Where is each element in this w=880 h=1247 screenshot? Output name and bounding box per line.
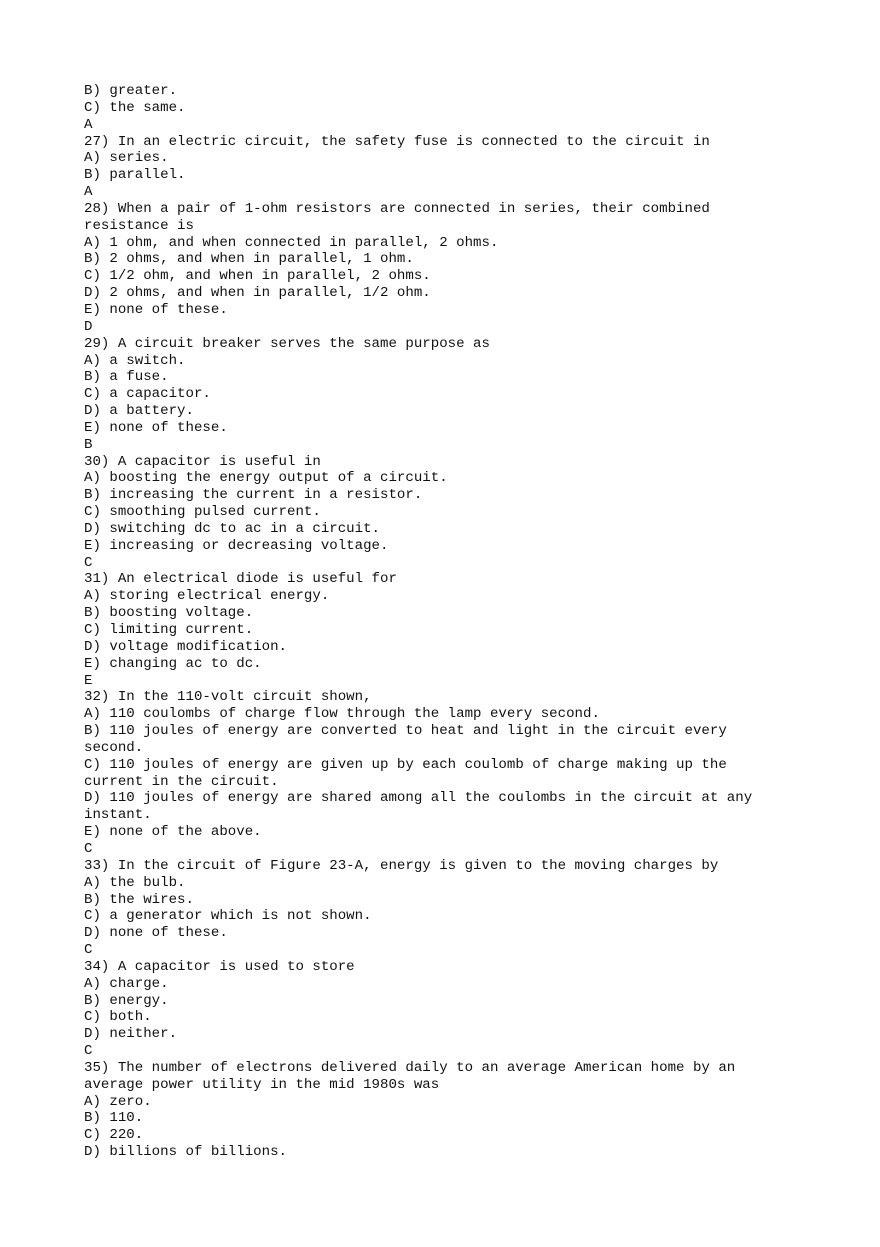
answer-line: B [84,436,93,453]
text-line: B) 110 joules of energy are converted to heat and light in the circuit every [84,723,727,740]
text-line: A) storing electrical energy. [84,588,330,605]
answer-line: C [84,1043,93,1060]
text-line: C) a capacitor. [84,386,211,403]
text-line: E) changing ac to dc. [84,655,262,672]
text-line: B) increasing the current in a resistor. [84,487,423,504]
answer-line: E [84,672,93,689]
text-line: D) voltage modification. [84,638,287,655]
text-line: D) neither. [84,1026,178,1043]
question-31: 31) An electrical diode is useful for [84,571,397,588]
answer-line: A [84,184,93,201]
question-32: 32) In the 110-volt circuit shown, [84,689,372,706]
text-line: C) a generator which is not shown. [84,908,372,925]
answer-line: A [84,116,93,133]
text-line: A) series. [84,150,169,167]
text-line: C) 110 joules of energy are given up by each coulomb of charge making up the [84,756,727,773]
question-29: 29) A circuit breaker serves the same purpose as [84,335,490,352]
text-line: D) a battery. [84,403,194,420]
question-27: 27) In an electric circuit, the safety fuse is connected to the circuit in [84,133,710,150]
text-line: C) both. [84,1009,152,1026]
text-line: D) switching dc to ac in a circuit. [84,520,381,537]
question-28: 28) When a pair of 1-ohm resistors are connected in series, their combined [84,200,710,217]
text-line: A) 1 ohm, and when connected in parallel, 2 ohms. [84,234,499,251]
text-line: E) none of these. [84,419,228,436]
question-35: 35) The number of electrons delivered daily to an average American home by an [84,1059,736,1076]
text-line: B) energy. [84,992,169,1009]
text-line: C) limiting current. [84,622,254,638]
text-line: A) boosting the energy output of a circuit. [84,470,448,487]
text-line: D) 2 ohms, and when in parallel, 1/2 ohm. [84,285,431,302]
text-line: C) 1/2 ohm, and when in parallel, 2 ohms. [84,268,431,285]
text-line: B) parallel. [84,167,186,184]
text-line: B) greater. [84,83,178,99]
answer-line: C [84,840,93,857]
text-line: E) none of the above. [84,824,262,841]
text-line: C) smoothing pulsed current. [84,504,321,521]
text-line: average power utility in the mid 1980s was [84,1076,440,1093]
text-line: resistance is [84,217,194,234]
question-30: 30) A capacitor is useful in [84,453,321,470]
text-line: B) 2 ohms, and when in parallel, 1 ohm. [84,251,414,268]
text-line: E) increasing or decreasing voltage. [84,537,389,554]
text-line: A) the bulb. [84,874,186,891]
text-line: D) 110 joules of energy are shared among all the coulombs in the circuit at any [84,790,753,807]
text-line: B) a fuse. [84,369,169,386]
text-line: second. [84,739,144,756]
text-line: instant. [84,807,152,824]
text-line: B) boosting voltage. [84,605,254,622]
text-line: current in the circuit. [84,773,279,790]
text-line: A) charge. [84,975,169,992]
text-line: C) 220. [84,1127,144,1144]
text-line: A) zero. [84,1093,152,1110]
text-line: D) billions of billions. [84,1144,287,1161]
question-33: 33) In the circuit of Figure 23-A, energy is given to the moving charges by [84,857,719,874]
text-line: A) a switch. [84,352,186,369]
text-line: E) none of these. [84,301,228,318]
answer-line: C [84,554,93,571]
text-line: B) 110. [84,1110,144,1127]
text-line: A) 110 coulombs of charge flow through the lamp every second. [84,706,600,723]
text-line: B) the wires. [84,891,194,908]
text-line: C) the same. [84,99,186,116]
answer-line: C [84,942,93,959]
text-line: D) none of these. [84,925,228,942]
document-page [84,83,864,1161]
answer-line: D [84,318,93,335]
question-34: 34) A capacitor is used to store [84,958,355,975]
